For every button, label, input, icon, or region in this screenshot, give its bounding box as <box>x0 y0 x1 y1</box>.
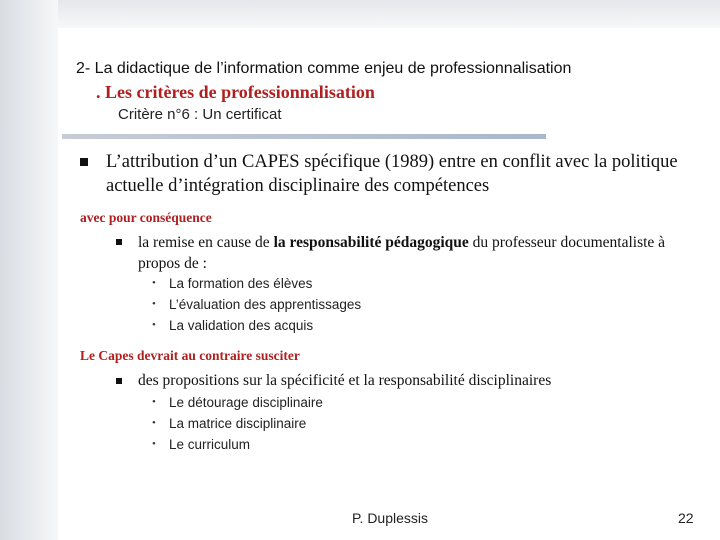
section2-bullet-marker <box>116 378 122 384</box>
list-dot: • <box>152 319 156 331</box>
section2-item-1: Le détourage disciplinaire <box>169 395 323 410</box>
main-point: L’attribution d’un CAPES spécifique (1989) entre en conflit avec la politique actuelle d’intégration disciplinaire des compétences <box>106 152 678 196</box>
section1-bullet-before: la remise en cause de <box>138 234 274 251</box>
section1-item-2: L’évaluation des apprentissages <box>169 297 362 312</box>
list-dot: • <box>152 438 156 450</box>
top-decorative-band <box>0 0 720 28</box>
list-dot: • <box>152 298 156 310</box>
title-rule <box>62 134 546 139</box>
left-decorative-strip <box>0 0 58 540</box>
page-number: 22 <box>678 510 694 526</box>
section2-bullet: des propositions sur la spécificité et la responsabilité disciplinaires <box>138 372 552 389</box>
section1-bullet-emphasis: la responsabilité pédagogique <box>273 234 469 251</box>
main-bullet-marker <box>80 158 88 166</box>
section1-bullet-after: du professeur documentaliste à propos de : <box>138 234 666 272</box>
section1-item-3: La validation des acquis <box>169 318 314 333</box>
section2-item-2: La matrice disciplinaire <box>169 416 307 431</box>
footer-author: P. Duplessis <box>352 510 429 526</box>
list-dot: • <box>152 417 156 429</box>
section2-label: Le Capes devrait au contraire susciter <box>80 348 300 363</box>
slide-subheading: . Les critères de professionnalisation <box>96 82 375 102</box>
section1-bullet <box>138 232 678 274</box>
list-dot: • <box>152 277 156 289</box>
section1-bullet-marker <box>116 239 122 245</box>
list-dot: • <box>152 396 156 408</box>
criterion-label: Critère n°6 : Un certificat <box>118 106 282 123</box>
section1-item-1: La formation des élèves <box>169 276 313 291</box>
slide-heading: 2- La didactique de l’information comme enjeu de professionnalisation <box>76 60 572 77</box>
section2-item-3: Le curriculum <box>169 437 251 452</box>
section1-label: avec pour conséquence <box>80 210 212 225</box>
